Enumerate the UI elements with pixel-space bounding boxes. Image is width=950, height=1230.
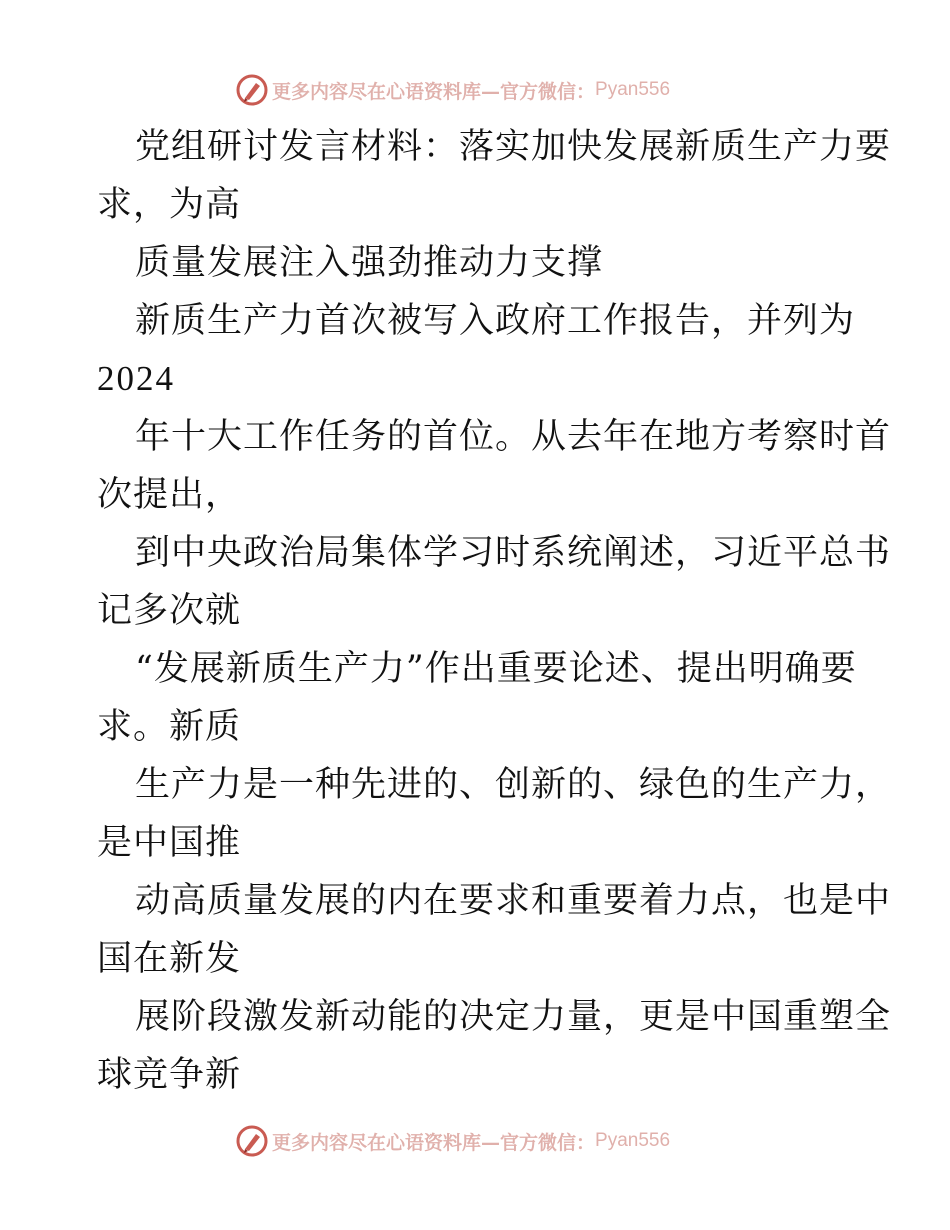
header-watermark bbox=[236, 73, 670, 107]
watermark-text: 更多内容尽在心语资料库—官方微信： bbox=[272, 1131, 596, 1154]
text-line: 记多次就 bbox=[97, 591, 242, 631]
text-line: 生产力是一种先进的、创新的、绿色的生产力， bbox=[135, 765, 892, 805]
text-line: 新质生产力首次被写入政府工作报告，并列为 bbox=[135, 301, 856, 341]
watermark-wechat-id: Pyan556 bbox=[595, 79, 671, 100]
watermark-wechat-id: Pyan556 bbox=[595, 1130, 671, 1151]
text-line: 求。新质 bbox=[97, 707, 242, 747]
pen-logo-icon bbox=[236, 1125, 268, 1157]
text-line: 动高质量发展的内在要求和重要着力点，也是中 bbox=[135, 881, 892, 921]
text-line: 球竞争新 bbox=[97, 1055, 242, 1095]
text-line: “发展新质生产力”作出重要论述、提出明确要 bbox=[135, 649, 857, 689]
text-line: 展阶段激发新动能的决定力量，更是中国重塑全 bbox=[135, 997, 892, 1037]
watermark-text: 更多内容尽在心语资料库—官方微信： bbox=[272, 80, 596, 103]
pen-logo-icon bbox=[236, 74, 268, 106]
document-body bbox=[97, 118, 892, 1104]
text-line: 2024 bbox=[97, 359, 175, 398]
footer-watermark bbox=[236, 1124, 670, 1158]
text-line: 年十大工作任务的首位。从去年在地方考察时首 bbox=[135, 417, 892, 457]
text-line: 求，为高 bbox=[97, 185, 242, 225]
text-line: 党组研讨发言材料：落实加快发展新质生产力要 bbox=[135, 127, 892, 167]
text-line: 是中国推 bbox=[97, 823, 242, 863]
text-line: 国在新发 bbox=[97, 939, 242, 979]
text-line: 质量发展注入强劲推动力支撑 bbox=[135, 243, 604, 283]
text-line: 到中央政治局集体学习时系统阐述，习近平总书 bbox=[135, 533, 892, 573]
text-line: 次提出， bbox=[97, 475, 242, 515]
